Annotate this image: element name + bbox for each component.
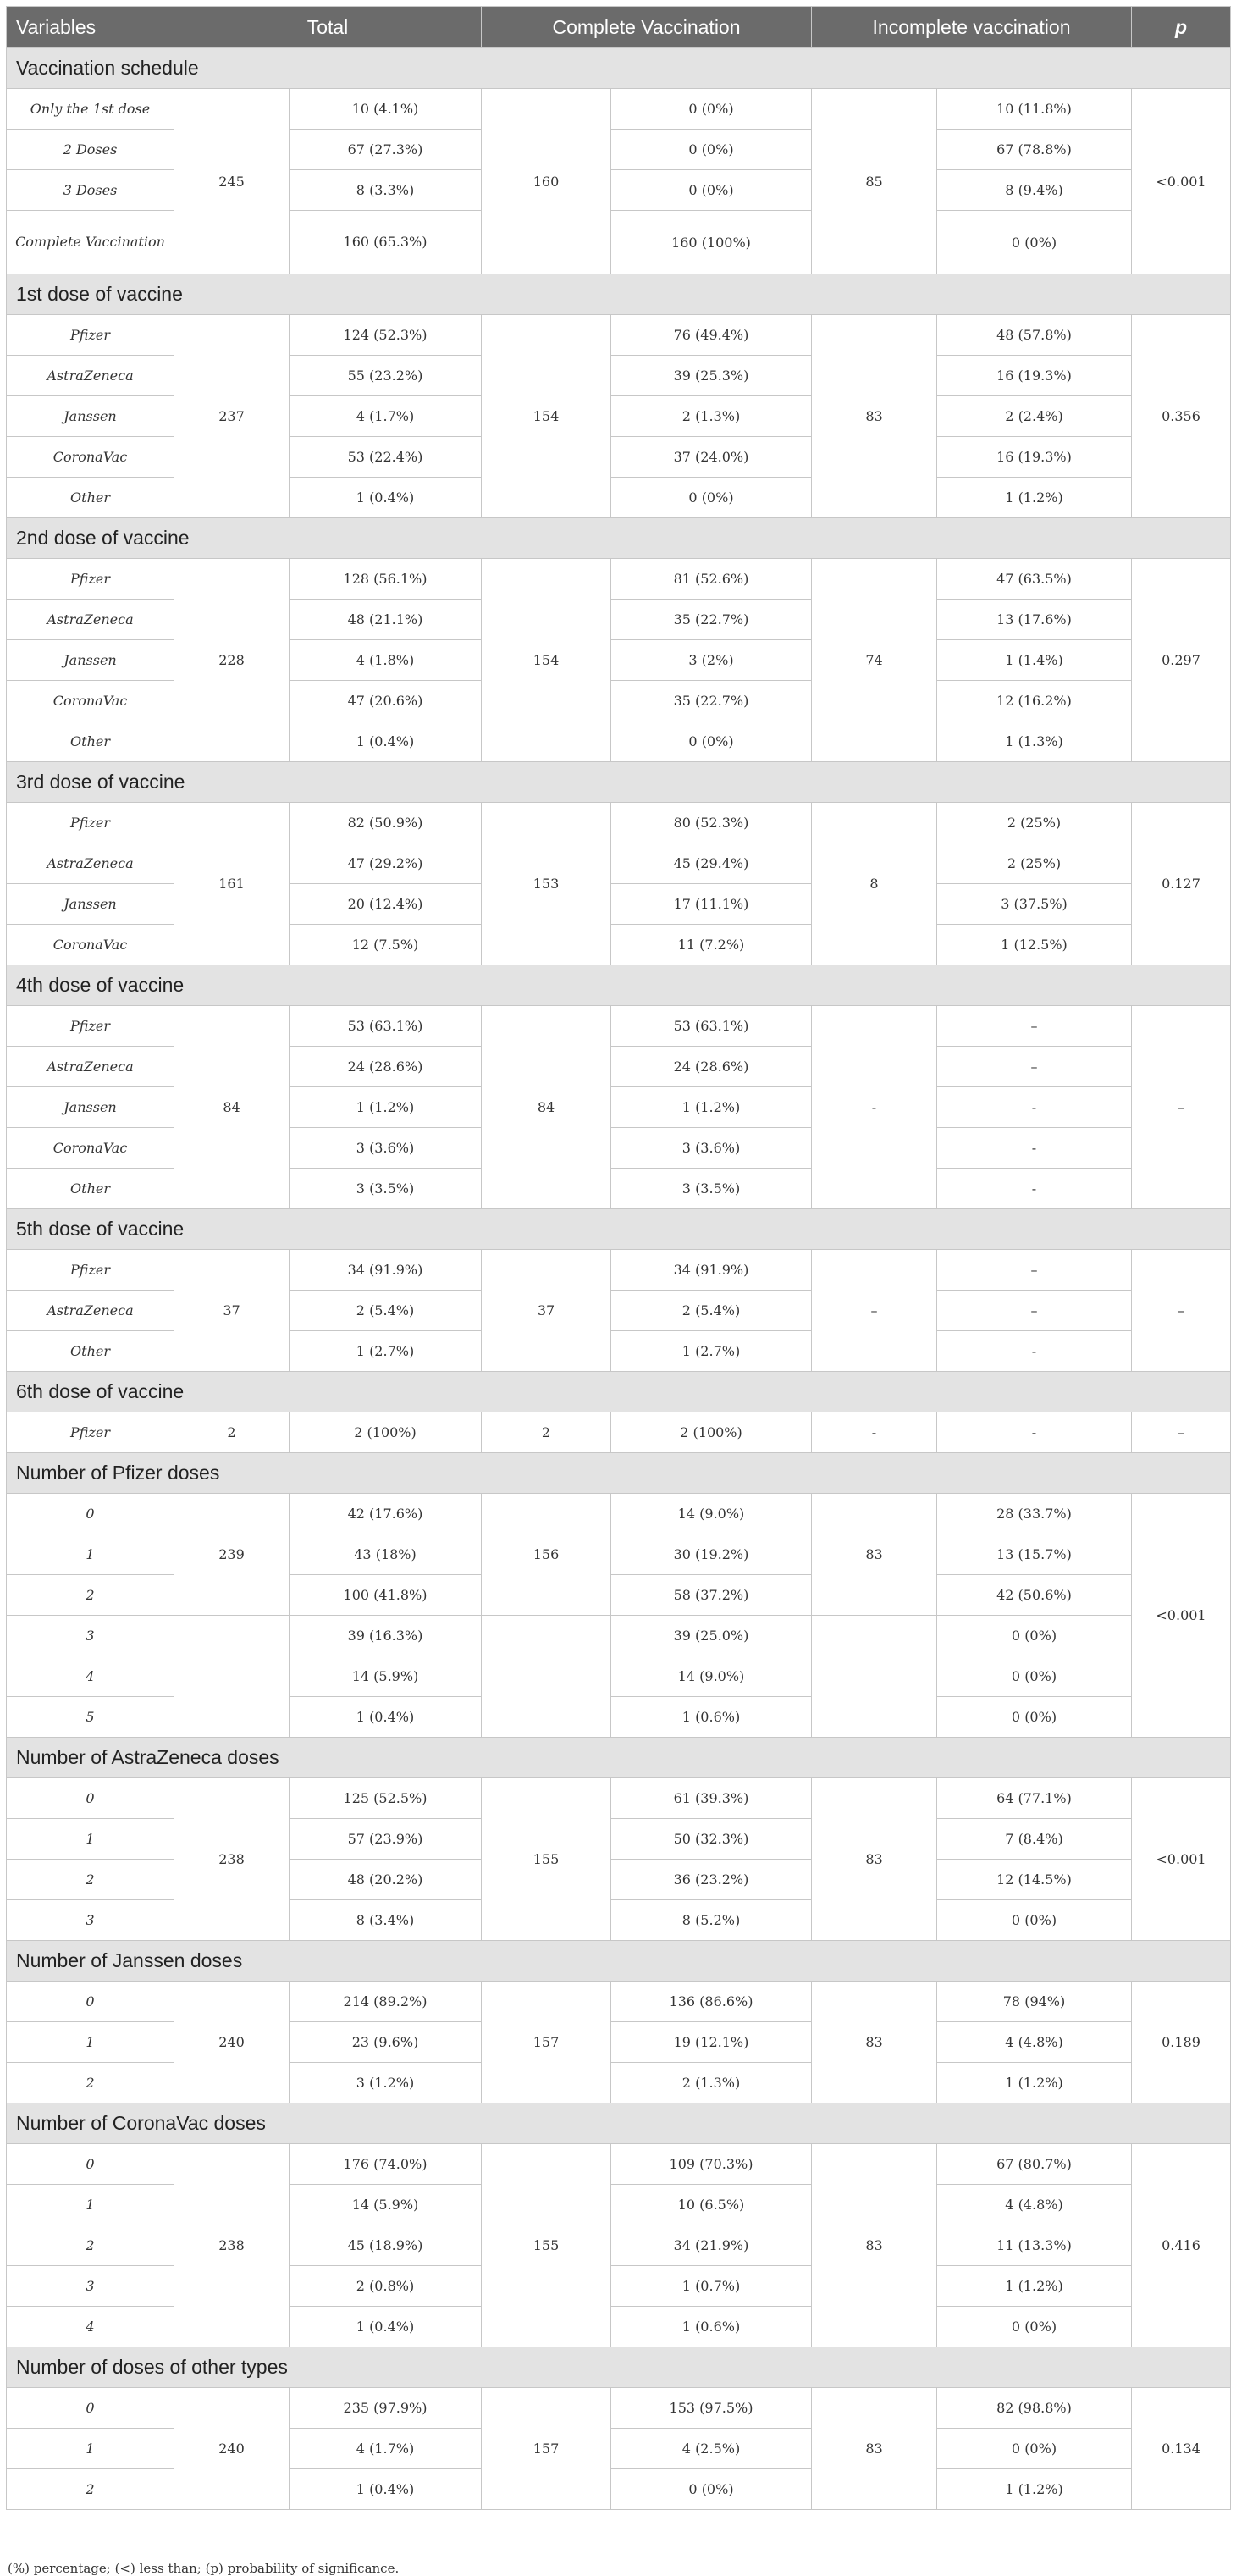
cell-incomplete: 4 (4.8%): [937, 2185, 1132, 2225]
table-row: [7, 2144, 1231, 2185]
row-label: Other: [7, 1331, 174, 1372]
group-n-total: 240: [174, 2388, 290, 2510]
cell-incomplete: 67 (78.8%): [937, 130, 1132, 170]
group-n-incomplete: 85: [812, 89, 937, 274]
cell-complete: 10 (6.5%): [611, 2185, 812, 2225]
group-n-complete: 153: [482, 803, 611, 965]
row-label: AstraZeneca: [7, 843, 174, 884]
cell-incomplete: 1 (12.5%): [937, 925, 1132, 965]
row-label: Other: [7, 1169, 174, 1209]
cell-complete: 17 (11.1%): [611, 884, 812, 925]
cell-total: 4 (1.8%): [290, 640, 482, 681]
row-label: Other: [7, 721, 174, 762]
section-title: Number of Pfizer doses: [7, 1453, 1231, 1494]
group-n-total: 238: [174, 1778, 290, 1941]
group-n-total: 37: [174, 1250, 290, 1372]
cell-total: 4 (1.7%): [290, 396, 482, 437]
group-n-complete: 154: [482, 315, 611, 518]
row-label: Janssen: [7, 640, 174, 681]
cell-complete: 34 (21.9%): [611, 2225, 812, 2266]
cell-total: 214 (89.2%): [290, 1982, 482, 2022]
cell-total: 3 (1.2%): [290, 2063, 482, 2103]
cell-complete: 3 (2%): [611, 640, 812, 681]
cell-incomplete: 0 (0%): [937, 1656, 1132, 1697]
cell-complete: 2 (1.3%): [611, 2063, 812, 2103]
cell-total: 47 (29.2%): [290, 843, 482, 884]
group-n-complete: 160: [482, 89, 611, 274]
cell-incomplete: 0 (0%): [937, 2307, 1132, 2347]
group-n-incomplete: 83: [812, 2388, 937, 2510]
cell-total: 53 (22.4%): [290, 437, 482, 478]
table-row: [7, 559, 1231, 600]
cell-total: 8 (3.3%): [290, 170, 482, 211]
section-header-row: [7, 48, 1231, 89]
section-header-row: [7, 1941, 1231, 1982]
group-p-value: –: [1132, 1250, 1231, 1372]
cell-incomplete: 42 (50.6%): [937, 1575, 1132, 1616]
row-label: 2: [7, 2225, 174, 2266]
cell-incomplete: 16 (19.3%): [937, 437, 1132, 478]
cell-incomplete: 1 (1.3%): [937, 721, 1132, 762]
row-label: Pfizer: [7, 803, 174, 843]
cell-total: 1 (0.4%): [290, 1697, 482, 1738]
group-n-complete: 155: [482, 1778, 611, 1941]
cell-total: 45 (18.9%): [290, 2225, 482, 2266]
cell-total: 128 (56.1%): [290, 559, 482, 600]
group-n-total: 228: [174, 559, 290, 762]
cell-incomplete: –: [937, 1291, 1132, 1331]
cell-total: 67 (27.3%): [290, 130, 482, 170]
table-row: [7, 1616, 1231, 1656]
group-n-total-empty: [174, 1616, 290, 1738]
row-label: 2 Doses: [7, 130, 174, 170]
cell-total: 20 (12.4%): [290, 884, 482, 925]
row-label: AstraZeneca: [7, 356, 174, 396]
group-p-value: 0.297: [1132, 559, 1231, 762]
cell-complete: 4 (2.5%): [611, 2429, 812, 2469]
table-row: [7, 1778, 1231, 1819]
cell-incomplete: 0 (0%): [937, 1616, 1132, 1656]
cell-complete: 1 (0.6%): [611, 2307, 812, 2347]
section-header-row: [7, 518, 1231, 559]
group-n-complete: 157: [482, 1982, 611, 2103]
cell-total: 125 (52.5%): [290, 1778, 482, 1819]
cell-incomplete: 2 (2.4%): [937, 396, 1132, 437]
cell-total: 1 (2.7%): [290, 1331, 482, 1372]
table-row: [7, 315, 1231, 356]
cell-incomplete: 8 (9.4%): [937, 170, 1132, 211]
row-label: Other: [7, 478, 174, 518]
cell-complete: 19 (12.1%): [611, 2022, 812, 2063]
row-label: 4: [7, 1656, 174, 1697]
section-title: 5th dose of vaccine: [7, 1209, 1231, 1250]
cell-complete: 0 (0%): [611, 130, 812, 170]
group-n-complete-empty: [482, 1616, 611, 1738]
section-title: Number of CoronaVac doses: [7, 2103, 1231, 2144]
cell-incomplete: 12 (16.2%): [937, 681, 1132, 721]
group-n-total: 245: [174, 89, 290, 274]
header-variables: Variables: [7, 7, 174, 48]
cell-incomplete: 0 (0%): [937, 2429, 1132, 2469]
cell-incomplete: –: [937, 1250, 1132, 1291]
cell-incomplete: 48 (57.8%): [937, 315, 1132, 356]
cell-total: 1 (0.4%): [290, 2469, 482, 2510]
cell-incomplete: 13 (15.7%): [937, 1534, 1132, 1575]
cell-complete: 80 (52.3%): [611, 803, 812, 843]
section-title: Number of doses of other types: [7, 2347, 1231, 2388]
cell-incomplete: -: [937, 1331, 1132, 1372]
row-label: AstraZeneca: [7, 1291, 174, 1331]
row-label: Pfizer: [7, 559, 174, 600]
table-row: [7, 1250, 1231, 1291]
cell-incomplete: 28 (33.7%): [937, 1494, 1132, 1534]
row-label: CoronaVac: [7, 437, 174, 478]
row-label: 3: [7, 2266, 174, 2307]
group-n-complete: 156: [482, 1494, 611, 1616]
group-p-value: 0.127: [1132, 803, 1231, 965]
header-complete-vaccination: Complete Vaccination: [482, 7, 812, 48]
group-n-complete: 155: [482, 2144, 611, 2347]
row-label: CoronaVac: [7, 925, 174, 965]
cell-total: 2 (0.8%): [290, 2266, 482, 2307]
cell-complete: 153 (97.5%): [611, 2388, 812, 2429]
group-n-incomplete: -: [812, 1412, 937, 1453]
row-label: AstraZeneca: [7, 1047, 174, 1087]
cell-complete: 3 (3.5%): [611, 1169, 812, 1209]
row-label: 2: [7, 2469, 174, 2510]
group-n-total: 237: [174, 315, 290, 518]
row-label: 4: [7, 2307, 174, 2347]
cell-total: 160 (65.3%): [290, 211, 482, 274]
section-header-row: [7, 1209, 1231, 1250]
row-label: Only the 1st dose: [7, 89, 174, 130]
section-header-row: [7, 965, 1231, 1006]
row-label: Pfizer: [7, 1006, 174, 1047]
cell-total: 42 (17.6%): [290, 1494, 482, 1534]
row-label: Janssen: [7, 884, 174, 925]
cell-total: 3 (3.6%): [290, 1128, 482, 1169]
table-row: [7, 1982, 1231, 2022]
cell-total: 2 (100%): [290, 1412, 482, 1453]
row-label: 0: [7, 1494, 174, 1534]
cell-total: 100 (41.8%): [290, 1575, 482, 1616]
cell-complete: 45 (29.4%): [611, 843, 812, 884]
table-row: [7, 2388, 1231, 2429]
group-n-incomplete: –: [812, 1250, 937, 1372]
row-label: 3 Doses: [7, 170, 174, 211]
row-label: 5: [7, 1697, 174, 1738]
cell-total: 124 (52.3%): [290, 315, 482, 356]
cell-incomplete: 3 (37.5%): [937, 884, 1132, 925]
cell-total: 34 (91.9%): [290, 1250, 482, 1291]
cell-complete: 1 (0.6%): [611, 1697, 812, 1738]
group-n-incomplete: 83: [812, 315, 937, 518]
row-label: 2: [7, 1860, 174, 1900]
row-label: 1: [7, 2022, 174, 2063]
cell-incomplete: 1 (1.2%): [937, 2469, 1132, 2510]
row-label: 0: [7, 2388, 174, 2429]
cell-incomplete: 1 (1.2%): [937, 2063, 1132, 2103]
section-header-row: [7, 2347, 1231, 2388]
group-n-complete: 2: [482, 1412, 611, 1453]
cell-complete: 1 (2.7%): [611, 1331, 812, 1372]
cell-complete: 0 (0%): [611, 2469, 812, 2510]
cell-incomplete: 78 (94%): [937, 1982, 1132, 2022]
cell-incomplete: -: [937, 1128, 1132, 1169]
group-n-incomplete-empty: [812, 1616, 937, 1738]
cell-incomplete: –: [937, 1006, 1132, 1047]
cell-incomplete: 13 (17.6%): [937, 600, 1132, 640]
section-title: Number of AstraZeneca doses: [7, 1738, 1231, 1778]
group-p-value: 0.189: [1132, 1982, 1231, 2103]
cell-complete: 61 (39.3%): [611, 1778, 812, 1819]
header-p-value: p: [1132, 7, 1231, 48]
group-p-value: –: [1132, 1006, 1231, 1209]
row-label: 2: [7, 2063, 174, 2103]
table-row: [7, 1494, 1231, 1534]
cell-complete: 35 (22.7%): [611, 681, 812, 721]
cell-incomplete: 4 (4.8%): [937, 2022, 1132, 2063]
cell-complete: 11 (7.2%): [611, 925, 812, 965]
row-label: Pfizer: [7, 1412, 174, 1453]
cell-incomplete: 1 (1.4%): [937, 640, 1132, 681]
cell-complete: 109 (70.3%): [611, 2144, 812, 2185]
cell-incomplete: -: [937, 1412, 1132, 1453]
row-label: 1: [7, 2429, 174, 2469]
cell-complete: 53 (63.1%): [611, 1006, 812, 1047]
group-n-incomplete: 83: [812, 1494, 937, 1616]
group-n-total: 84: [174, 1006, 290, 1209]
cell-total: 23 (9.6%): [290, 2022, 482, 2063]
cell-incomplete: -: [937, 1087, 1132, 1128]
cell-complete: 0 (0%): [611, 170, 812, 211]
cell-incomplete: 2 (25%): [937, 803, 1132, 843]
table-header: [7, 7, 1231, 48]
cell-incomplete: 47 (63.5%): [937, 559, 1132, 600]
cell-complete: 30 (19.2%): [611, 1534, 812, 1575]
section-header-row: [7, 274, 1231, 315]
table-row: [7, 89, 1231, 130]
section-title: 4th dose of vaccine: [7, 965, 1231, 1006]
row-label: 3: [7, 1900, 174, 1941]
cell-total: 39 (16.3%): [290, 1616, 482, 1656]
cell-total: 57 (23.9%): [290, 1819, 482, 1860]
table-row: [7, 1006, 1231, 1047]
cell-complete: 1 (0.7%): [611, 2266, 812, 2307]
cell-incomplete: 82 (98.8%): [937, 2388, 1132, 2429]
table-footnote: (%) percentage; (<) less than; (p) probability of significance.: [8, 2561, 400, 2576]
cell-complete: 136 (86.6%): [611, 1982, 812, 2022]
section-title: 3rd dose of vaccine: [7, 762, 1231, 803]
group-n-complete: 154: [482, 559, 611, 762]
cell-complete: 50 (32.3%): [611, 1819, 812, 1860]
cell-incomplete: 0 (0%): [937, 1697, 1132, 1738]
cell-complete: 24 (28.6%): [611, 1047, 812, 1087]
cell-total: 47 (20.6%): [290, 681, 482, 721]
cell-complete: 2 (1.3%): [611, 396, 812, 437]
cell-incomplete: 11 (13.3%): [937, 2225, 1132, 2266]
row-label: Pfizer: [7, 315, 174, 356]
group-n-incomplete: -: [812, 1006, 937, 1209]
cell-complete: 14 (9.0%): [611, 1656, 812, 1697]
cell-total: 55 (23.2%): [290, 356, 482, 396]
cell-total: 14 (5.9%): [290, 1656, 482, 1697]
section-title: Number of Janssen doses: [7, 1941, 1231, 1982]
row-label: 0: [7, 2144, 174, 2185]
cell-incomplete: 12 (14.5%): [937, 1860, 1132, 1900]
cell-total: 2 (5.4%): [290, 1291, 482, 1331]
table-row: [7, 1412, 1231, 1453]
section-header-row: [7, 1738, 1231, 1778]
cell-total: 1 (0.4%): [290, 721, 482, 762]
cell-complete: 8 (5.2%): [611, 1900, 812, 1941]
cell-incomplete: 7 (8.4%): [937, 1819, 1132, 1860]
cell-complete: 0 (0%): [611, 89, 812, 130]
group-n-total: 239: [174, 1494, 290, 1616]
header-total: Total: [174, 7, 482, 48]
row-label: 2: [7, 1575, 174, 1616]
section-title: Vaccination schedule: [7, 48, 1231, 89]
cell-incomplete: 1 (1.2%): [937, 2266, 1132, 2307]
group-p-value: –: [1132, 1412, 1231, 1453]
cell-incomplete: 2 (25%): [937, 843, 1132, 884]
group-n-total: 2: [174, 1412, 290, 1453]
cell-total: 53 (63.1%): [290, 1006, 482, 1047]
group-p-value: <0.001: [1132, 89, 1231, 274]
cell-complete: 76 (49.4%): [611, 315, 812, 356]
cell-total: 4 (1.7%): [290, 2429, 482, 2469]
cell-total: 48 (21.1%): [290, 600, 482, 640]
section-title: 2nd dose of vaccine: [7, 518, 1231, 559]
section-header-row: [7, 762, 1231, 803]
section-header-row: [7, 1453, 1231, 1494]
group-p-value: 0.356: [1132, 315, 1231, 518]
cell-incomplete: 0 (0%): [937, 211, 1132, 274]
cell-total: 14 (5.9%): [290, 2185, 482, 2225]
table-row: [7, 803, 1231, 843]
cell-incomplete: –: [937, 1047, 1132, 1087]
section-header-row: [7, 2103, 1231, 2144]
cell-incomplete: 67 (80.7%): [937, 2144, 1132, 2185]
group-n-incomplete: 8: [812, 803, 937, 965]
cell-incomplete: 0 (0%): [937, 1900, 1132, 1941]
cell-total: 1 (1.2%): [290, 1087, 482, 1128]
group-p-value: <0.001: [1132, 1494, 1231, 1738]
group-n-total: 240: [174, 1982, 290, 2103]
cell-total: 1 (0.4%): [290, 478, 482, 518]
cell-complete: 58 (37.2%): [611, 1575, 812, 1616]
section-title: 1st dose of vaccine: [7, 274, 1231, 315]
cell-total: 176 (74.0%): [290, 2144, 482, 2185]
group-p-value: <0.001: [1132, 1778, 1231, 1941]
row-label: 1: [7, 2185, 174, 2225]
group-n-total: 238: [174, 2144, 290, 2347]
cell-complete: 35 (22.7%): [611, 600, 812, 640]
cell-incomplete: 64 (77.1%): [937, 1778, 1132, 1819]
cell-complete: 39 (25.3%): [611, 356, 812, 396]
row-label: AstraZeneca: [7, 600, 174, 640]
row-label: 3: [7, 1616, 174, 1656]
row-label: Janssen: [7, 1087, 174, 1128]
group-n-incomplete: 83: [812, 2144, 937, 2347]
vaccination-table: [6, 6, 1231, 2510]
group-n-incomplete: 74: [812, 559, 937, 762]
group-n-complete: 37: [482, 1250, 611, 1372]
cell-complete: 2 (100%): [611, 1412, 812, 1453]
row-label: CoronaVac: [7, 1128, 174, 1169]
row-label: Complete Vaccination: [7, 211, 174, 274]
cell-complete: 36 (23.2%): [611, 1860, 812, 1900]
cell-total: 43 (18%): [290, 1534, 482, 1575]
cell-total: 1 (0.4%): [290, 2307, 482, 2347]
cell-incomplete: 16 (19.3%): [937, 356, 1132, 396]
cell-complete: 160 (100%): [611, 211, 812, 274]
cell-total: 24 (28.6%): [290, 1047, 482, 1087]
cell-complete: 34 (91.9%): [611, 1250, 812, 1291]
cell-complete: 0 (0%): [611, 478, 812, 518]
row-label: Janssen: [7, 396, 174, 437]
row-label: 1: [7, 1819, 174, 1860]
table-body: [7, 48, 1231, 2510]
header-row: [7, 7, 1231, 48]
cell-complete: 14 (9.0%): [611, 1494, 812, 1534]
cell-complete: 81 (52.6%): [611, 559, 812, 600]
row-label: 0: [7, 1778, 174, 1819]
row-label: CoronaVac: [7, 681, 174, 721]
cell-complete: 0 (0%): [611, 721, 812, 762]
cell-total: 12 (7.5%): [290, 925, 482, 965]
cell-complete: 39 (25.0%): [611, 1616, 812, 1656]
group-n-incomplete: 83: [812, 1982, 937, 2103]
cell-complete: 37 (24.0%): [611, 437, 812, 478]
cell-total: 10 (4.1%): [290, 89, 482, 130]
group-n-total: 161: [174, 803, 290, 965]
cell-complete: 3 (3.6%): [611, 1128, 812, 1169]
group-n-complete: 157: [482, 2388, 611, 2510]
cell-total: 3 (3.5%): [290, 1169, 482, 1209]
cell-total: 235 (97.9%): [290, 2388, 482, 2429]
row-label: Pfizer: [7, 1250, 174, 1291]
cell-total: 82 (50.9%): [290, 803, 482, 843]
cell-complete: 2 (5.4%): [611, 1291, 812, 1331]
cell-incomplete: 1 (1.2%): [937, 478, 1132, 518]
group-p-value: 0.134: [1132, 2388, 1231, 2510]
row-label: 1: [7, 1534, 174, 1575]
group-n-incomplete: 83: [812, 1778, 937, 1941]
header-incomplete-vaccination: Incomplete vaccination: [812, 7, 1132, 48]
cell-complete: 1 (1.2%): [611, 1087, 812, 1128]
group-n-complete: 84: [482, 1006, 611, 1209]
cell-incomplete: 10 (11.8%): [937, 89, 1132, 130]
cell-incomplete: -: [937, 1169, 1132, 1209]
cell-total: 48 (20.2%): [290, 1860, 482, 1900]
section-header-row: [7, 1372, 1231, 1412]
row-label: 0: [7, 1982, 174, 2022]
cell-total: 8 (3.4%): [290, 1900, 482, 1941]
group-p-value: 0.416: [1132, 2144, 1231, 2347]
section-title: 6th dose of vaccine: [7, 1372, 1231, 1412]
